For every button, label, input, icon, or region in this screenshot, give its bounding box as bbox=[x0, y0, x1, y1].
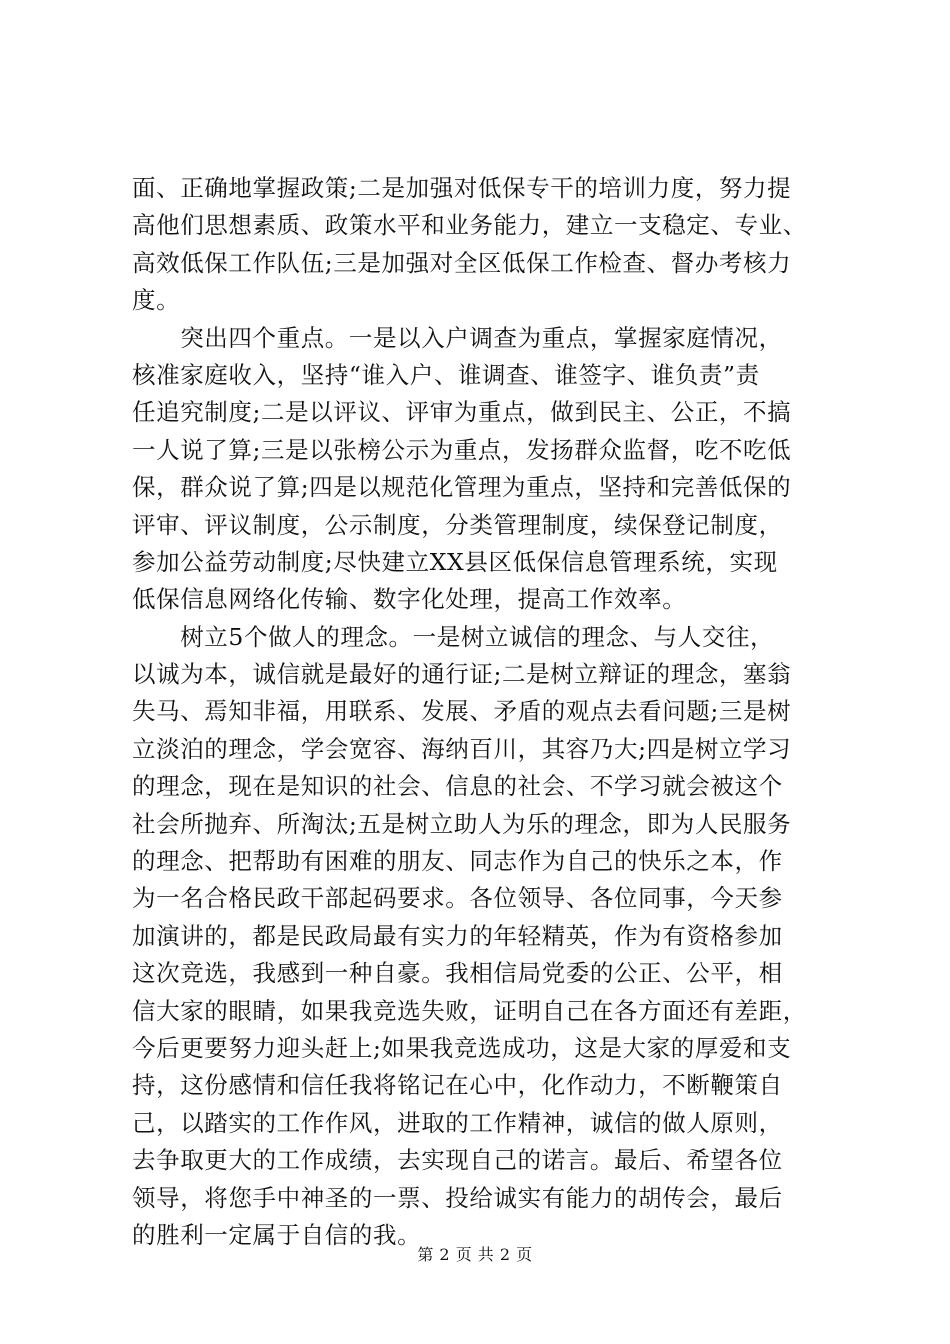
text-line: 今后更要努力迎头赶上;如果我竞选成功，这是大家的厚爱和支 bbox=[132, 1033, 792, 1062]
text-line: 高效低保工作队伍;三是加强对全区低保工作检查、督办考核力 bbox=[132, 248, 792, 277]
text-line: 立淡泊的理念，学会宽容、海纳百川，其容乃大;四是树立学习 bbox=[132, 734, 792, 763]
text-line: 树立5个做人的理念。一是树立诚信的理念、与人交往， bbox=[132, 622, 775, 651]
text-line: 信大家的眼睛，如果我竞选失败，证明自己在各方面还有差距， bbox=[132, 996, 807, 1025]
text-line: 任追究制度;二是以评议、评审为重点，做到民主、公正，不搞 bbox=[132, 398, 792, 427]
text-line: 领导，将您手中神圣的一票、投给诚实有能力的胡传会，最后 bbox=[132, 1183, 783, 1212]
page-footer: 第 2 页 共 2 页 bbox=[417, 1245, 533, 1264]
text-line: 的胜利一定属于自信的我。 bbox=[132, 1220, 422, 1249]
text-line: 一人说了算;三是以张榜公示为重点，发扬群众监督，吃不吃低 bbox=[132, 435, 792, 464]
body-text bbox=[132, 170, 832, 1254]
text-line: 突出四个重点。一是以入户调查为重点，掌握家庭情况， bbox=[132, 323, 783, 352]
text-line: 高他们思想素质、政策水平和业务能力，建立一支稳定、专业、 bbox=[132, 211, 807, 240]
text-line: 面、正确地掌握政策;二是加强对低保专干的培训力度，努力提 bbox=[132, 174, 792, 202]
text-line: 度。 bbox=[132, 286, 181, 315]
text-line: 失马、焉知非福，用联系、发展、矛盾的观点去看问题;三是树 bbox=[132, 697, 792, 726]
text-line: 核准家庭收入，坚持“谁入户、谁调查、谁签字、谁负责”责 bbox=[132, 360, 760, 389]
text-line: 己，以踏实的工作作风，进取的工作精神，诚信的做人原则， bbox=[132, 1108, 783, 1137]
text-line: 去争取更大的工作成绩，去实现自己的诺言。最后、希望各位 bbox=[132, 1146, 783, 1175]
text-line: 社会所抛弃、所淘汰;五是树立助人为乐的理念，即为人民服务 bbox=[132, 809, 792, 838]
text-line: 持，这份感情和信任我将铭记在心中，化作动力，不断鞭策自 bbox=[132, 1071, 783, 1100]
text-line: 的理念，现在是知识的社会、信息的社会、不学习就会被这个 bbox=[132, 772, 783, 801]
text-line: 的理念、把帮助有困难的朋友、同志作为自己的快乐之本，作 bbox=[132, 847, 783, 876]
text-line: 评审、评议制度，公示制度，分类管理制度，续保登记制度， bbox=[132, 510, 783, 539]
text-line: 参加公益劳动制度;尽快建立XX县区低保信息管理系统，实现 bbox=[132, 547, 778, 576]
text-line: 低保信息网络化传输、数字化处理，提高工作效率。 bbox=[132, 585, 687, 614]
text-line: 保，群众说了算;四是以规范化管理为重点，坚持和完善低保的 bbox=[132, 473, 792, 502]
text-line: 这次竞选，我感到一种自豪。我相信局党委的公正、公平，相 bbox=[132, 959, 783, 988]
text-line: 为一名合格民政干部起码要求。各位领导、各位同事，今天参 bbox=[132, 884, 783, 913]
text-line: 以诚为本，诚信就是最好的通行证;二是树立辩证的理念，塞翁 bbox=[132, 660, 792, 689]
text-line: 加演讲的，都是民政局最有实力的年轻精英，作为有资格参加 bbox=[132, 921, 783, 950]
